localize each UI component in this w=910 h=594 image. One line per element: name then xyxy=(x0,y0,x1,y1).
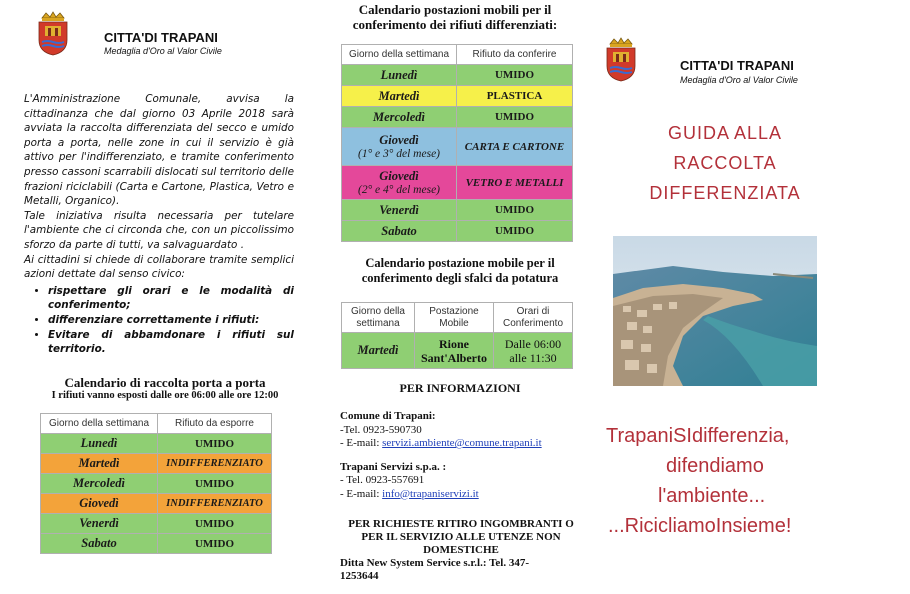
place-line: Sant'Alberto xyxy=(421,350,487,365)
guide-title xyxy=(610,118,840,208)
table-row xyxy=(342,86,573,107)
time-cell xyxy=(494,333,573,369)
table-row xyxy=(342,333,573,369)
slogan-line: ...RicicliamoInsieme! xyxy=(608,515,792,537)
city-name: CITTA'DI TRAPANI xyxy=(680,58,794,73)
table-header-row xyxy=(342,303,573,333)
table-row xyxy=(41,454,272,474)
notice-paragraph: L'Amministrazione Comunale, avvisa la cittadinanza che dal giorno 03 Aprile 2018 sarà avviata la raccolta differenziata del secco e umido porta a porta, nelle zone in cui il servizio è già attivo per l'indifferenziato, e tramite conferimento presso cassoni scarrabili dislocati sul territorio delle frazioni riciclabili (Carta e Cartone, Plastica, Vetro e Metalli, Organico). xyxy=(24,93,294,208)
day-note: (2° e 4° del mese) xyxy=(358,183,440,196)
notice-paragraph: Tale iniziativa risulta necessaria per tutelare l'ambiente che ci circonda che, con un piccolissimo sforzo da parte di tutti, va salvaguardato . xyxy=(24,209,294,251)
door-to-door-table xyxy=(40,413,272,554)
waste-cell: UMIDO xyxy=(457,200,573,221)
guide-title-line: DIFFERENZIATA xyxy=(649,183,801,203)
day-cell: Sabato xyxy=(342,221,457,242)
servizi-email-line xyxy=(340,488,590,502)
waste-cell: INDIFFERENZIATO xyxy=(158,454,272,474)
slogan-line: TrapaniSIdifferenzia, xyxy=(606,425,790,447)
notice-paragraph: Ai cittadini si chiede di collaborare tramite semplici azioni dettate dal senso civico: xyxy=(24,253,294,281)
day-cell: Martedì xyxy=(41,454,158,474)
day-label: Giovedì xyxy=(379,132,419,147)
mobile-title-line: conferimento dei rifiuti differenziati: xyxy=(352,17,558,32)
day-cell xyxy=(342,128,457,166)
table-header: Giorno della settimana xyxy=(342,303,415,333)
table-row xyxy=(342,107,573,128)
place-line: Rione xyxy=(439,336,469,351)
table-row xyxy=(41,494,272,514)
day-cell: Sabato xyxy=(41,534,158,554)
day-label: Giovedì xyxy=(379,168,419,183)
day-cell: Martedì xyxy=(342,86,457,107)
table-row xyxy=(41,514,272,534)
door-to-door-subtitle: I rifiuti vanno esposti dalle ore 06:00 alle ore 12:00 xyxy=(51,390,279,401)
slogan-line: difendiamo xyxy=(666,455,764,477)
door-to-door-title: Calendario di raccolta porta a porta xyxy=(64,375,266,390)
servizi-tel: - Tel. 0923-557691 xyxy=(340,474,425,486)
waste-cell: UMIDO xyxy=(158,534,272,554)
table-header: Giorno della settimana xyxy=(41,414,158,434)
city-name: CITTA'DI TRAPANI xyxy=(104,30,218,45)
time-line: Dalle 06:00 xyxy=(504,336,562,351)
day-cell: Martedì xyxy=(342,333,415,369)
pruning-title-line: conferimento degli sfalci da potatura xyxy=(361,271,559,285)
waste-cell: UMIDO xyxy=(457,107,573,128)
table-row xyxy=(342,166,573,200)
table-row xyxy=(41,534,272,554)
comune-email-line xyxy=(340,437,590,451)
trapani-aerial-photo xyxy=(613,236,817,386)
trapani-crest-icon xyxy=(604,36,638,82)
city-subtitle: Medaglia d'Oro al Valor Civile xyxy=(104,46,222,56)
servizi-name: Trapani Servizi s.p.a. : xyxy=(340,460,447,473)
waste-cell: UMIDO xyxy=(457,221,573,242)
slogan-line: l'ambiente... xyxy=(658,485,766,507)
table-header: Orari di Conferimento xyxy=(494,303,573,333)
day-cell xyxy=(342,166,457,200)
mobile-table xyxy=(341,44,573,242)
notice-bullet: • differenziare correttamente i rifiuti: xyxy=(48,313,294,328)
pruning-title xyxy=(330,256,590,286)
waste-cell: PLASTICA xyxy=(457,86,573,107)
notice-text xyxy=(24,92,294,357)
trapani-crest-icon xyxy=(36,10,70,56)
table-header-row xyxy=(342,45,573,65)
notice-bullets xyxy=(24,284,294,357)
email-label: - E-mail: xyxy=(340,487,383,500)
place-cell xyxy=(415,333,494,369)
day-note: (1° e 3° del mese) xyxy=(358,147,440,160)
day-cell: Venerdì xyxy=(41,514,158,534)
guide-title-line: RACCOLTA xyxy=(673,153,777,173)
time-line: alle 11:30 xyxy=(509,350,557,365)
servizi-email-link[interactable]: info@trapaniservizi.it xyxy=(382,487,479,500)
guide-title-line: GUIDA ALLA xyxy=(667,123,783,143)
waste-cell: UMIDO xyxy=(457,65,573,86)
table-row xyxy=(41,474,272,494)
table-header: Postazione Mobile xyxy=(415,303,494,333)
day-cell: Mercoledì xyxy=(41,474,158,494)
mobile-title xyxy=(320,2,590,32)
table-row xyxy=(342,65,573,86)
table-header: Rifiuto da esporre xyxy=(158,414,272,434)
info-block xyxy=(340,410,590,501)
email-label: - E-mail: xyxy=(340,437,383,449)
comune-tel: -Tel. 0923-590730 xyxy=(340,423,422,436)
day-cell: Giovedì xyxy=(41,494,158,514)
table-row xyxy=(342,200,573,221)
waste-cell: CARTA E CARTONE xyxy=(457,128,573,166)
table-header: Rifiuto da conferire xyxy=(457,45,573,65)
city-subtitle: Medaglia d'Oro al Valor Civile xyxy=(680,75,798,85)
table-header-row xyxy=(41,414,272,434)
day-cell: Lunedì xyxy=(41,434,158,454)
notice-bullet: • rispettare gli orari e le modalità di conferimento; xyxy=(48,284,294,313)
waste-cell: UMIDO xyxy=(158,434,272,454)
day-cell: Mercoledì xyxy=(342,107,457,128)
comune-email-link[interactable]: servizi.ambiente@comune.trapani.it xyxy=(382,437,542,449)
bulky-line: DOMESTICHE xyxy=(423,544,499,556)
table-row xyxy=(342,128,573,166)
pruning-title-line: Calendario postazione mobile per il xyxy=(365,256,555,270)
mobile-title-line: Calendario postazioni mobili per il xyxy=(358,2,552,17)
bulky-line: PER IL SERVIZIO ALLE UTENZE NON xyxy=(361,531,561,543)
day-cell: Venerdì xyxy=(342,200,457,221)
info-title: PER INFORMAZIONI xyxy=(399,381,521,395)
waste-cell: UMIDO xyxy=(158,514,272,534)
slogan xyxy=(606,421,906,541)
table-row xyxy=(41,434,272,454)
comune-name: Comune di Trapani: xyxy=(340,410,436,422)
waste-cell: VETRO E METALLI xyxy=(457,166,573,200)
bulky-line: PER RICHIESTE RITIRO INGOMBRANTI O xyxy=(348,518,574,530)
bulky-line: 1253644 xyxy=(340,570,379,582)
bulky-waste-block xyxy=(330,518,592,583)
notice-bullet: • Evitare di abbamdonare i rifiuti sul territorio. xyxy=(48,328,294,357)
bulky-line: Ditta New System Service s.r.l.: Tel. 347- xyxy=(340,557,530,569)
waste-cell: UMIDO xyxy=(158,474,272,494)
waste-cell: INDIFFERENZIATO xyxy=(158,494,272,514)
table-header: Giorno della settimana xyxy=(342,45,457,65)
table-row xyxy=(342,221,573,242)
day-cell: Lunedì xyxy=(342,65,457,86)
pruning-table xyxy=(341,302,573,369)
